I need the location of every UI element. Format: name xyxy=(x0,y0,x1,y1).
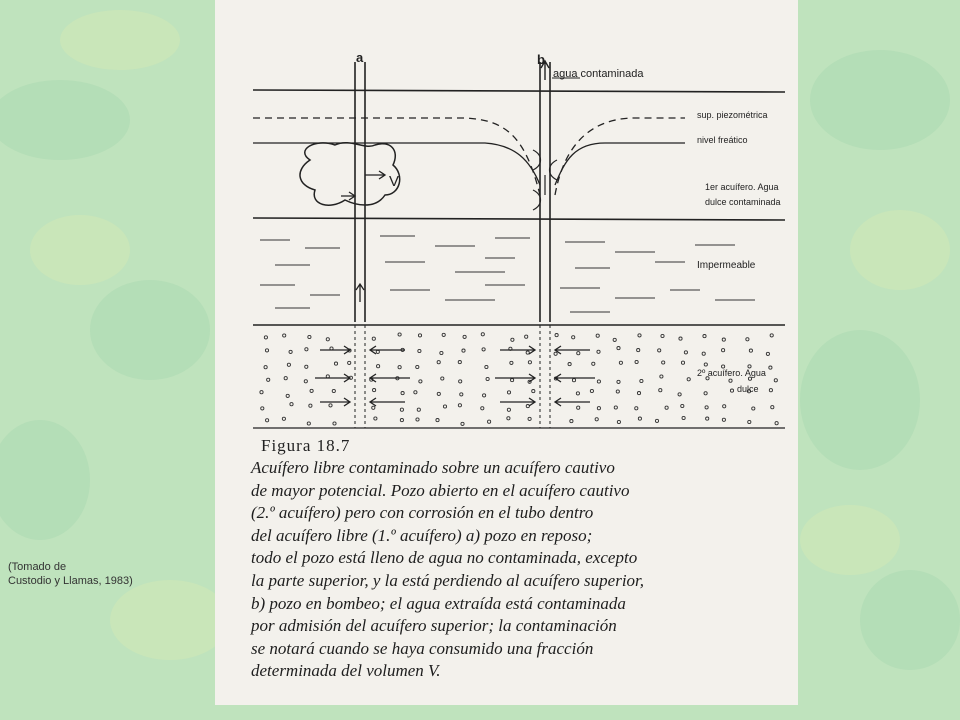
sand-dot xyxy=(459,380,462,383)
label-aquifer2-line1: 2º acuífero. Agua xyxy=(697,368,766,378)
sand-dot xyxy=(749,349,752,352)
water-table-right xyxy=(555,143,685,185)
sand-dot xyxy=(400,408,403,411)
sand-dot xyxy=(284,377,287,380)
sand-dot xyxy=(682,416,685,419)
sand-dot xyxy=(703,335,706,338)
caption-line: Acuífero libre contaminado sobre un acuífero cautivo xyxy=(251,458,615,477)
sand-dot xyxy=(418,349,421,352)
sand-dot xyxy=(722,338,725,341)
sand-dot xyxy=(771,406,774,409)
sand-dot xyxy=(528,417,531,420)
sand-dot xyxy=(332,389,335,392)
label-aquifer1-line2: dulce contaminada xyxy=(705,197,781,207)
sand-dot xyxy=(377,365,380,368)
caption-line: de mayor potencial. Pozo abierto en el acuífero cautivo xyxy=(251,480,630,500)
label-contaminated-water: agua contaminada xyxy=(553,68,644,80)
sand-dot xyxy=(526,405,529,408)
sand-dot xyxy=(572,379,575,382)
sand-dot xyxy=(658,349,661,352)
sand-dot xyxy=(614,406,617,409)
sand-dot xyxy=(373,389,376,392)
sand-dot xyxy=(414,391,417,394)
sand-dot xyxy=(463,335,466,338)
sand-dot xyxy=(398,366,401,369)
sand-dot xyxy=(460,393,463,396)
caption-line: del acuífero libre (1.º acuífero) a) pozo en reposo; xyxy=(251,525,593,545)
sand-dot xyxy=(681,361,684,364)
sand-dot xyxy=(442,333,445,336)
sand-dot xyxy=(441,377,444,380)
sand-dot xyxy=(576,392,579,395)
sand-dot xyxy=(595,418,598,421)
sand-dot xyxy=(329,404,332,407)
sand-dot xyxy=(748,420,751,423)
well-b xyxy=(533,61,580,428)
sand-dot xyxy=(333,422,336,425)
sand-dot xyxy=(655,419,658,422)
sand-dot xyxy=(638,334,641,337)
sand-dot xyxy=(640,379,643,382)
sand-dot xyxy=(510,361,513,364)
sand-dot xyxy=(568,363,571,366)
sand-dot xyxy=(770,334,773,337)
sand-dot xyxy=(443,405,446,408)
sand-dot xyxy=(687,378,690,381)
book-page xyxy=(215,0,798,705)
sand-dot xyxy=(706,417,709,420)
sand-dot xyxy=(437,392,440,395)
sand-dot xyxy=(616,390,619,393)
sand-dot xyxy=(532,390,535,393)
sand-dot xyxy=(613,338,616,341)
sand-dot xyxy=(304,380,307,383)
sand-dot xyxy=(684,351,687,354)
sand-dot xyxy=(678,393,681,396)
sand-dot xyxy=(723,405,726,408)
sand-dot xyxy=(769,389,772,392)
sand-dot xyxy=(486,377,489,380)
sand-dot xyxy=(730,389,733,392)
volume-label: V xyxy=(389,173,400,190)
sand-dot xyxy=(665,406,668,409)
caption-line: la parte superior, y la está perdiendo al acuífero superior, xyxy=(251,570,645,590)
sand-dot xyxy=(307,422,310,425)
sand-dot xyxy=(528,361,531,364)
sand-dot xyxy=(372,406,375,409)
aquifer2-sand-dots xyxy=(260,333,778,426)
sand-dot xyxy=(334,362,337,365)
sand-dot xyxy=(705,406,708,409)
sand-dot xyxy=(372,337,375,340)
sand-dot xyxy=(264,336,267,339)
sand-dot xyxy=(482,348,485,351)
sand-dot xyxy=(555,334,558,337)
sand-dot xyxy=(570,420,573,423)
sand-dot xyxy=(590,389,593,392)
sand-dot xyxy=(661,334,664,337)
sand-dot xyxy=(577,406,580,409)
sand-dot xyxy=(722,418,725,421)
sand-dot xyxy=(729,379,732,382)
sand-dot xyxy=(596,334,599,337)
sand-dot xyxy=(416,365,419,368)
sand-dot xyxy=(418,334,421,337)
sand-dot xyxy=(554,352,557,355)
sand-dot xyxy=(511,338,514,341)
sand-dot xyxy=(488,420,491,423)
label-impermeable: Impermeable xyxy=(697,260,756,271)
caption-line: (2.º acuífero) pero con corrosión en el tubo dentro xyxy=(251,503,594,523)
piezometric-surface-right xyxy=(555,118,685,195)
sand-dot xyxy=(507,408,510,411)
sand-dot xyxy=(702,352,705,355)
sand-dot xyxy=(458,404,461,407)
caption-line: b) pozo en bombeo; el agua extraída está contaminada xyxy=(251,593,626,613)
caption-line: determinada del volumen V. xyxy=(251,661,441,681)
sand-dot xyxy=(417,408,420,411)
figure-caption xyxy=(251,457,791,683)
sand-dot xyxy=(635,360,638,363)
sand-dot xyxy=(286,394,289,397)
sand-dot xyxy=(287,363,290,366)
sand-dot xyxy=(481,407,484,410)
sand-dot xyxy=(289,350,292,353)
sand-dot xyxy=(305,365,308,368)
sand-dot xyxy=(766,352,769,355)
sand-dot xyxy=(619,361,622,364)
sand-dot xyxy=(635,407,638,410)
sand-dot xyxy=(577,352,580,355)
sand-dot xyxy=(704,392,707,395)
sand-dot xyxy=(374,417,377,420)
sand-dot xyxy=(746,338,749,341)
sand-dot xyxy=(511,379,514,382)
sand-dot xyxy=(525,335,528,338)
sand-dot xyxy=(264,366,267,369)
label-aquifer1-line1: 1er acuífero. Agua xyxy=(705,182,779,192)
sand-dot xyxy=(617,347,620,350)
sand-dot xyxy=(309,404,312,407)
sand-dot xyxy=(398,333,401,336)
sand-dot xyxy=(401,392,404,395)
sand-dot xyxy=(483,394,486,397)
sand-dot xyxy=(267,378,270,381)
well-a xyxy=(341,62,385,428)
sand-dot xyxy=(638,417,641,420)
source-caption: (Tomado de Custodio y Llamas, 1983) xyxy=(8,561,133,587)
sand-dot xyxy=(419,380,422,383)
well-a-label: a xyxy=(356,50,364,65)
sand-dot xyxy=(458,361,461,364)
sand-dot xyxy=(597,407,600,410)
sand-dot xyxy=(592,362,595,365)
sand-dot xyxy=(662,361,665,364)
sand-dot xyxy=(326,338,329,341)
sand-dot xyxy=(265,349,268,352)
sand-dot xyxy=(266,419,269,422)
sand-dot xyxy=(617,380,620,383)
sand-dot xyxy=(507,417,510,420)
sand-dot xyxy=(774,379,777,382)
sand-dot xyxy=(308,335,311,338)
sand-dot xyxy=(637,392,640,395)
ground-surface-line xyxy=(253,90,785,92)
impermeable-layer-dashes xyxy=(260,236,755,312)
sand-dot xyxy=(752,407,755,410)
sand-dot xyxy=(261,407,264,410)
sand-dot xyxy=(597,350,600,353)
sand-dot xyxy=(572,336,575,339)
label-aquifer2-line2: dulce xyxy=(737,384,759,394)
sand-dot xyxy=(416,418,419,421)
sand-dot xyxy=(722,349,725,352)
sand-dot xyxy=(507,391,510,394)
sand-dot xyxy=(617,420,620,423)
caption-line: se notará cuando se haya consumido una fracción xyxy=(251,638,594,658)
sand-dot xyxy=(679,337,682,340)
sand-dot xyxy=(461,422,464,425)
sand-dot xyxy=(485,365,488,368)
sand-dot xyxy=(400,419,403,422)
label-water-table: nivel freático xyxy=(697,135,748,145)
sand-dot xyxy=(290,403,293,406)
sand-dot xyxy=(660,375,663,378)
sand-dot xyxy=(637,349,640,352)
sand-dot xyxy=(597,380,600,383)
sand-dot xyxy=(282,417,285,420)
sand-dot xyxy=(659,389,662,392)
sand-dot xyxy=(440,351,443,354)
sand-dot xyxy=(310,389,313,392)
caption-line: todo el pozo está lleno de agua no contaminada, excepto xyxy=(251,548,638,568)
sand-dot xyxy=(769,366,772,369)
sand-dot xyxy=(305,348,308,351)
sand-dot xyxy=(376,350,379,353)
sand-dot xyxy=(260,391,263,394)
sand-dot xyxy=(704,363,707,366)
sand-dot xyxy=(481,333,484,336)
sand-dot xyxy=(681,404,684,407)
well-b-label: b xyxy=(537,52,545,67)
aquifer2-flow-arrows xyxy=(315,346,595,406)
sand-dot xyxy=(775,422,778,425)
figure-title: Figura 18.7 xyxy=(261,436,351,455)
label-piezometric: sup. piezométrica xyxy=(697,110,768,120)
caption-line: por admisión del acuífero superior; la contaminación xyxy=(251,616,617,636)
aquifer1-bottom xyxy=(253,218,785,220)
sand-dot xyxy=(283,334,286,337)
sand-dot xyxy=(462,349,465,352)
sand-dot xyxy=(348,361,351,364)
sand-dot xyxy=(436,419,439,422)
sand-dot xyxy=(437,361,440,364)
aquifer-diagram xyxy=(215,0,798,440)
